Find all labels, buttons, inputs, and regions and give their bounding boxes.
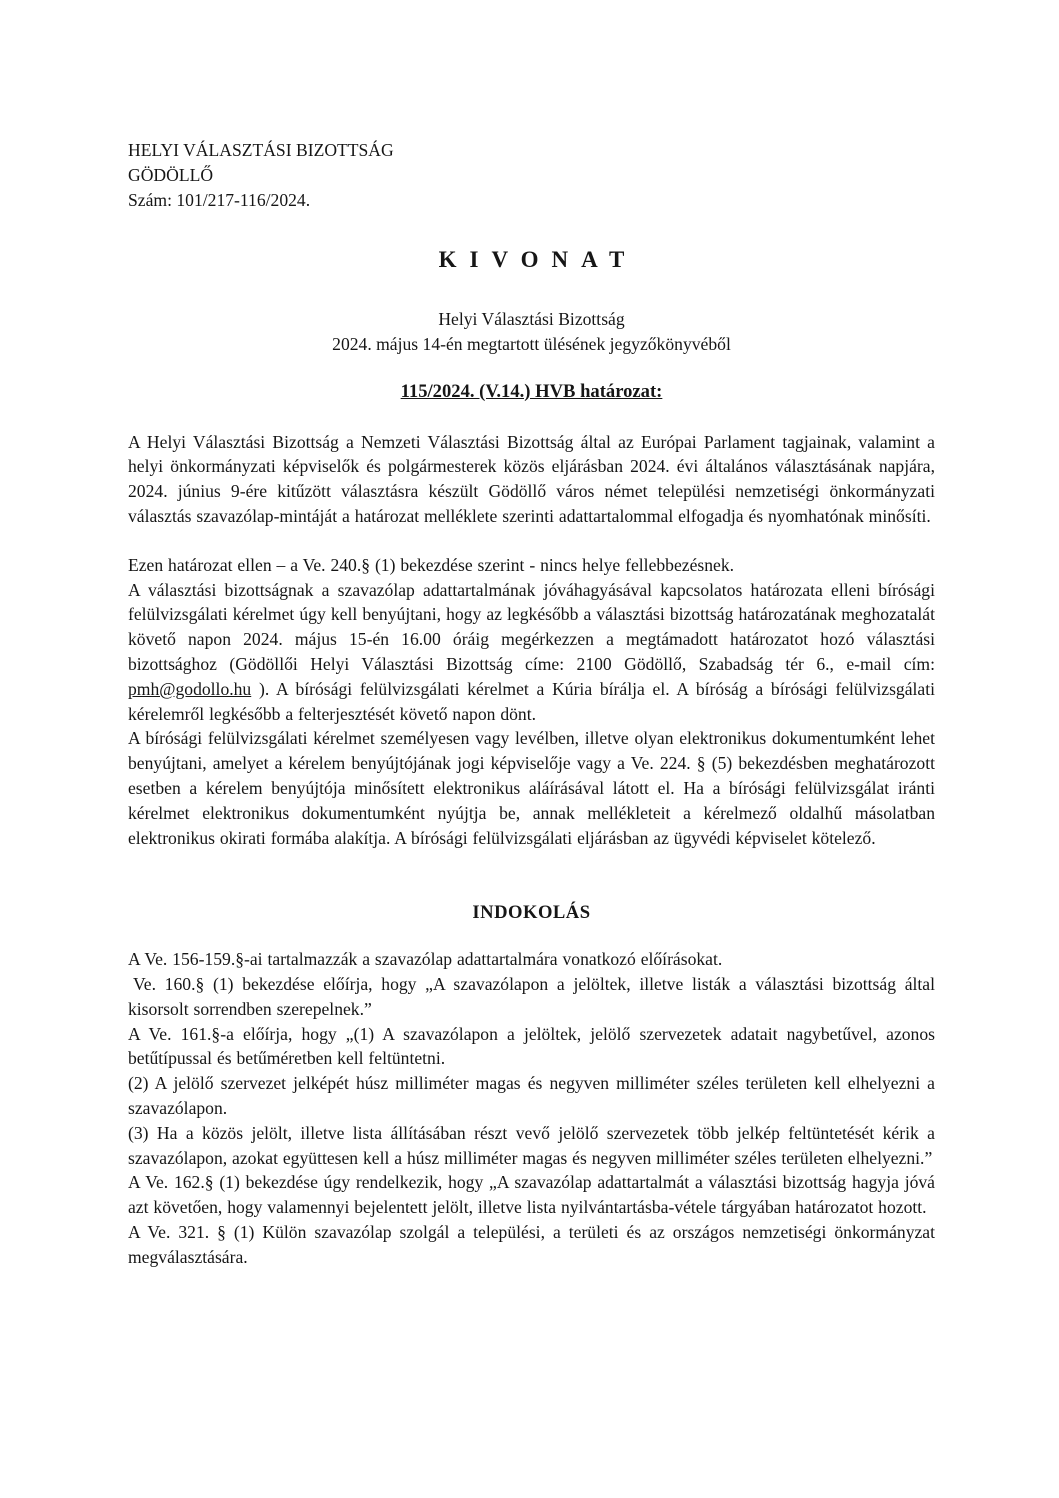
decision-paragraph-3	[128, 578, 935, 727]
justification-paragraph-1: A Ve. 156-159.§-ai tartalmazzák a szavazólap adattartalmára vonatkozó előírásokat.	[128, 949, 723, 970]
organization-name: HELYI VÁLASZTÁSI BIZOTTSÁG	[128, 140, 394, 160]
justification-paragraph-6: A Ve. 162.§ (1) bekezdése úgy rendelkezik, hogy „A szavazólap adattartalmát a választási bizottság hagyja jóvá azt követően, hogy valamennyi bejelentett jelölt, illetve lista nyilvántartásba-vétele tárgyában határozatot hozott.	[128, 1172, 935, 1218]
justification-paragraph-4: (2) A jelölő szervezet jelképét húsz milliméter magas és negyven milliméter széles területen kell elhelyezni a szavazólapon.	[128, 1073, 935, 1118]
decision-paragraph-3-text-after-link: ). A bírósági felülvizsgálati kérelmet a Kúria bírálja el. A bíróság a bírósági felülvizsgálati kérelemről legkésőbb a felterjesztését követő napon dönt.	[128, 678, 935, 724]
case-number: Szám: 101/217-116/2024.	[128, 189, 311, 210]
decision-paragraph-1: A Helyi Választási Bizottság a Nemzeti Választási Bizottság által az Európai Parlament tagjainak, valamint a helyi önkormányzati képviselők és polgármesterek közös eljárásban 2024. évi általános választásának napjára, 2024. június 9-ére kitűzött választásra készült Gödöllő város német települési nemzetiségi önkormányzati választás szavazólap-mintáját a határozat melléklete szerinti adattartalommal elfogadja és nyomhatónak minősíti.	[128, 431, 935, 526]
decision-paragraph-2: Ezen határozat ellen – a Ve. 240.§ (1) bekezdése szerint - nincs helye fellebbezésnek.	[128, 554, 735, 575]
organization-city: GÖDÖLLŐ	[128, 164, 214, 185]
decision-number-heading: 115/2024. (V.14.) HVB határozat:	[400, 380, 663, 402]
document-title: KIVONAT	[438, 247, 638, 273]
meeting-date-line: 2024. május 14-én megtartott ülésének jegyzőkönyvéből	[332, 333, 731, 354]
justification-paragraph-7: A Ve. 321. § (1) Külön szavazólap szolgál a települési, a területi és az országos nemzetiségi önkormányzat megválasztására.	[128, 1221, 935, 1267]
justification-paragraph-2: Ve. 160.§ (1) bekezdése előírja, hogy „A szavazólapon a jelöltek, illetve listák a választási bizottság által kisorsolt sorrendben szerepelnek.”	[128, 973, 935, 1019]
justification-paragraph-3: A Ve. 161.§-a előírja, hogy „(1) A szavazólapon a jelöltek, jelölő szervezetek adatait nagybetűvel, azonos betűtípussal és betűméretben kell feltüntetni.	[128, 1023, 935, 1069]
letterhead	[128, 138, 935, 212]
decision-paragraph-3-text-before-link: A választási bizottságnak a szavazólap adattartalmának jóváhagyásával kapcsolatos határozata elleni bírósági felülvizsgálati kérelmet úgy kell benyújtani, hogy az legkésőbb a választási bizottság határozatának meghozatalát követő napon 2024. május 15-én 16.00 óráig megérkezzen a megtámadott határozatot hozó választási bizottsághoz (Gödöllői Helyi Választási Bizottság címe: 2100 Gödöllő, Szabadság tér 6., e-mail cím:	[128, 579, 935, 674]
meeting-org-line: Helyi Választási Bizottság	[438, 309, 625, 330]
justification-paragraph-5: (3) Ha a közös jelölt, illetve lista állításában részt vevő jelölő szervezetek több jelkép feltüntetését kérik a szavazólapon, azokat együttesen kell a húsz milliméter magas és negyven milliméter széles területen elhelyezni.”	[128, 1122, 935, 1168]
decision-paragraph-4: A bírósági felülvizsgálati kérelmet személyesen vagy levélben, illetve olyan elektronikus dokumentumként lehet benyújtani, amelyet a kérelem benyújtójának jogi képviselője vagy a Ve. 224. § (5) bekezdésben meghatározott esetben a kérelem benyújtója minősített elektronikus aláírásával látott el. Ha a bírósági felülvizsgálat iránti kérelmet elektronikus dokumentumként nyújtja be, annak mellékleteit a kérelmező oldalhű másolatban elektronikus okirati formába alakítja. A bírósági felülvizsgálati eljárásban az ügyvédi képviselet kötelező.	[128, 728, 935, 848]
justification-heading: INDOKOLÁS	[472, 902, 591, 924]
email-link[interactable]: pmh@godollo.hu	[128, 678, 252, 699]
